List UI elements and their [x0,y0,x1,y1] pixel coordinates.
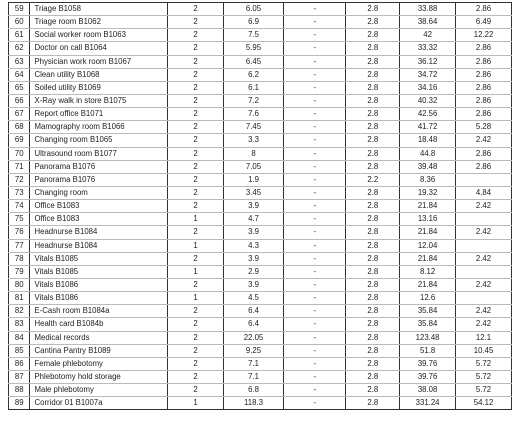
count-cell: 1 [168,213,224,226]
table-row [9,226,512,239]
extra-cell [456,213,512,226]
extra-cell: 2.86 [456,42,512,55]
room-name-cell: Vitals B1086 [30,292,168,305]
table-row [9,239,512,252]
dash-cell: - [284,16,346,29]
room-name-cell: Vitals B1085 [30,265,168,278]
extra-cell: 2.42 [456,278,512,291]
area-cell: 4.5 [223,292,283,305]
row-number-cell: 75 [9,213,30,226]
count-cell: 2 [168,134,224,147]
extra-cell: 12.22 [456,29,512,42]
height-cell: 2.8 [346,305,400,318]
room-name-cell: Male phlebotomy [30,384,168,397]
row-number-cell: 76 [9,226,30,239]
row-number-cell: 70 [9,147,30,160]
row-number-cell: 65 [9,81,30,94]
extra-cell: 2.42 [456,134,512,147]
dash-cell: - [284,305,346,318]
volume-cell: 13.16 [400,213,456,226]
volume-cell: 38.64 [400,16,456,29]
table-row [9,305,512,318]
count-cell: 2 [168,29,224,42]
row-number-cell: 88 [9,384,30,397]
dash-cell: - [284,186,346,199]
room-name-cell: Doctor on call B1064 [30,42,168,55]
area-cell: 7.1 [223,370,283,383]
height-cell: 2.8 [346,160,400,173]
room-name-cell: X-Ray walk in store B1075 [30,94,168,107]
row-number-cell: 66 [9,94,30,107]
volume-cell: 123.48 [400,331,456,344]
room-name-cell: Changing room [30,186,168,199]
room-name-cell: Corridor 01 B1007a [30,397,168,410]
row-number-cell: 71 [9,160,30,173]
dash-cell: - [284,344,346,357]
row-number-cell: 64 [9,68,30,81]
dash-cell: - [284,134,346,147]
volume-cell: 36.12 [400,55,456,68]
count-cell: 2 [168,147,224,160]
count-cell: 2 [168,331,224,344]
height-cell: 2.8 [346,94,400,107]
room-schedule-sheet [8,2,512,410]
dash-cell: - [284,384,346,397]
count-cell: 1 [168,292,224,305]
extra-cell: 2.42 [456,200,512,213]
table-row [9,147,512,160]
height-cell: 2.8 [346,265,400,278]
height-cell: 2.8 [346,397,400,410]
volume-cell: 12.6 [400,292,456,305]
area-cell: 6.4 [223,305,283,318]
extra-cell: 5.72 [456,357,512,370]
row-number-cell: 68 [9,121,30,134]
volume-cell: 33.32 [400,42,456,55]
count-cell: 2 [168,384,224,397]
volume-cell: 35.84 [400,318,456,331]
dash-cell: - [284,55,346,68]
count-cell: 2 [168,186,224,199]
extra-cell: 2.86 [456,147,512,160]
area-cell: 6.8 [223,384,283,397]
height-cell: 2.8 [346,331,400,344]
table-row [9,370,512,383]
room-name-cell: Headnurse B1084 [30,226,168,239]
table-row [9,292,512,305]
extra-cell: 2.86 [456,3,512,16]
extra-cell [456,239,512,252]
dash-cell: - [284,3,346,16]
height-cell: 2.8 [346,278,400,291]
row-number-cell: 77 [9,239,30,252]
area-cell: 4.3 [223,239,283,252]
dash-cell: - [284,121,346,134]
row-number-cell: 86 [9,357,30,370]
room-name-cell: Clean utility B1068 [30,68,168,81]
extra-cell: 2.86 [456,160,512,173]
table-row [9,81,512,94]
dash-cell: - [284,173,346,186]
count-cell: 2 [168,3,224,16]
table-row [9,121,512,134]
dash-cell: - [284,147,346,160]
room-name-cell: Office B1083 [30,213,168,226]
dash-cell: - [284,265,346,278]
extra-cell: 5.28 [456,121,512,134]
dash-cell: - [284,397,346,410]
height-cell: 2.8 [346,318,400,331]
height-cell: 2.8 [346,134,400,147]
room-name-cell: Health card B1084b [30,318,168,331]
row-number-cell: 82 [9,305,30,318]
count-cell: 1 [168,239,224,252]
height-cell: 2.8 [346,292,400,305]
dash-cell: - [284,29,346,42]
table-row [9,68,512,81]
room-name-cell: Headnurse B1084 [30,239,168,252]
room-name-cell: Medical records [30,331,168,344]
volume-cell: 34.16 [400,81,456,94]
count-cell: 2 [168,108,224,121]
dash-cell: - [284,42,346,55]
area-cell: 8 [223,147,283,160]
height-cell: 2.8 [346,239,400,252]
area-cell: 6.05 [223,3,283,16]
table-row [9,108,512,121]
volume-cell: 39.76 [400,357,456,370]
volume-cell: 331.24 [400,397,456,410]
dash-cell: - [284,278,346,291]
row-number-cell: 85 [9,344,30,357]
room-name-cell: Report office B1071 [30,108,168,121]
volume-cell: 8.12 [400,265,456,278]
row-number-cell: 72 [9,173,30,186]
extra-cell: 2.42 [456,226,512,239]
row-number-cell: 84 [9,331,30,344]
area-cell: 6.1 [223,81,283,94]
height-cell: 2.8 [346,370,400,383]
volume-cell: 44.8 [400,147,456,160]
volume-cell: 18.48 [400,134,456,147]
dash-cell: - [284,370,346,383]
room-name-cell: Changing room B1065 [30,134,168,147]
count-cell: 2 [168,200,224,213]
table-row [9,397,512,410]
table-row [9,252,512,265]
table-row [9,94,512,107]
area-cell: 7.6 [223,108,283,121]
row-number-cell: 89 [9,397,30,410]
height-cell: 2.8 [346,42,400,55]
table-row [9,42,512,55]
row-number-cell: 87 [9,370,30,383]
area-cell: 3.9 [223,252,283,265]
area-cell: 6.9 [223,16,283,29]
volume-cell: 40.32 [400,94,456,107]
extra-cell: 2.86 [456,81,512,94]
count-cell: 2 [168,305,224,318]
room-name-cell: Phlebotomy hold storage [30,370,168,383]
volume-cell: 21.84 [400,252,456,265]
volume-cell: 51.8 [400,344,456,357]
extra-cell: 2.42 [456,305,512,318]
volume-cell: 21.84 [400,226,456,239]
area-cell: 118.3 [223,397,283,410]
room-name-cell: Ultrasound room B1077 [30,147,168,160]
extra-cell: 12.1 [456,331,512,344]
table-row [9,344,512,357]
table-row [9,213,512,226]
table-row [9,200,512,213]
room-name-cell: Social worker room B1063 [30,29,168,42]
row-number-cell: 80 [9,278,30,291]
height-cell: 2.8 [346,186,400,199]
extra-cell: 2.86 [456,108,512,121]
volume-cell: 21.84 [400,200,456,213]
row-number-cell: 78 [9,252,30,265]
count-cell: 2 [168,357,224,370]
area-cell: 4.7 [223,213,283,226]
row-number-cell: 60 [9,16,30,29]
height-cell: 2.8 [346,121,400,134]
height-cell: 2.8 [346,3,400,16]
room-name-cell: Soiled utility B1069 [30,81,168,94]
dash-cell: - [284,226,346,239]
height-cell: 2.8 [346,384,400,397]
volume-cell: 12.04 [400,239,456,252]
table-row [9,134,512,147]
area-cell: 3.9 [223,200,283,213]
dash-cell: - [284,252,346,265]
count-cell: 1 [168,397,224,410]
room-name-cell: Physician work room B1067 [30,55,168,68]
volume-cell: 34.72 [400,68,456,81]
row-number-cell: 79 [9,265,30,278]
height-cell: 2.8 [346,226,400,239]
area-cell: 5.95 [223,42,283,55]
height-cell: 2.8 [346,213,400,226]
height-cell: 2.8 [346,81,400,94]
count-cell: 2 [168,278,224,291]
room-name-cell: Cantina Pantry B1089 [30,344,168,357]
row-number-cell: 62 [9,42,30,55]
area-cell: 22.05 [223,331,283,344]
row-number-cell: 73 [9,186,30,199]
area-cell: 7.1 [223,357,283,370]
dash-cell: - [284,200,346,213]
table-row [9,3,512,16]
height-cell: 2.8 [346,55,400,68]
extra-cell: 4.84 [456,186,512,199]
row-number-cell: 81 [9,292,30,305]
count-cell: 2 [168,226,224,239]
table-row [9,331,512,344]
room-name-cell: Mamography room B1066 [30,121,168,134]
count-cell: 2 [168,42,224,55]
table-row [9,318,512,331]
extra-cell: 2.42 [456,252,512,265]
area-cell: 7.5 [223,29,283,42]
room-name-cell: Female phlebotomy [30,357,168,370]
extra-cell: 54.12 [456,397,512,410]
volume-cell: 19.32 [400,186,456,199]
height-cell: 2.8 [346,108,400,121]
row-number-cell: 69 [9,134,30,147]
room-name-cell: E-Cash room B1084a [30,305,168,318]
height-cell: 2.8 [346,344,400,357]
area-cell: 7.2 [223,94,283,107]
count-cell: 2 [168,121,224,134]
dash-cell: - [284,357,346,370]
table-row [9,16,512,29]
extra-cell: 2.86 [456,68,512,81]
height-cell: 2.8 [346,16,400,29]
volume-cell: 8.36 [400,173,456,186]
area-cell: 6.2 [223,68,283,81]
row-number-cell: 63 [9,55,30,68]
table-row [9,384,512,397]
room-name-cell: Panorama B1076 [30,160,168,173]
extra-cell: 2.86 [456,94,512,107]
room-name-cell: Triage B1058 [30,3,168,16]
height-cell: 2.8 [346,29,400,42]
volume-cell: 41.72 [400,121,456,134]
volume-cell: 39.48 [400,160,456,173]
volume-cell: 42 [400,29,456,42]
height-cell: 2.8 [346,200,400,213]
count-cell: 2 [168,16,224,29]
area-cell: 9.25 [223,344,283,357]
count-cell: 2 [168,318,224,331]
table-row [9,357,512,370]
height-cell: 2.8 [346,68,400,81]
extra-cell: 10.45 [456,344,512,357]
dash-cell: - [284,239,346,252]
row-number-cell: 61 [9,29,30,42]
volume-cell: 21.84 [400,278,456,291]
area-cell: 7.05 [223,160,283,173]
height-cell: 2.8 [346,357,400,370]
area-cell: 7.45 [223,121,283,134]
table-row [9,278,512,291]
volume-cell: 42.56 [400,108,456,121]
count-cell: 2 [168,370,224,383]
table-row [9,160,512,173]
table-row [9,186,512,199]
room-schedule-table [8,2,512,410]
room-name-cell: Vitals B1086 [30,278,168,291]
area-cell: 1.9 [223,173,283,186]
row-number-cell: 74 [9,200,30,213]
dash-cell: - [284,81,346,94]
table-body [9,3,512,410]
volume-cell: 39.76 [400,370,456,383]
extra-cell: 2.42 [456,318,512,331]
room-name-cell: Office B1083 [30,200,168,213]
dash-cell: - [284,331,346,344]
room-name-cell: Vitals B1085 [30,252,168,265]
dash-cell: - [284,213,346,226]
count-cell: 2 [168,68,224,81]
count-cell: 2 [168,55,224,68]
dash-cell: - [284,108,346,121]
height-cell: 2.8 [346,252,400,265]
extra-cell [456,265,512,278]
room-name-cell: Panorama B1076 [30,173,168,186]
height-cell: 2.8 [346,147,400,160]
table-row [9,265,512,278]
dash-cell: - [284,68,346,81]
extra-cell [456,292,512,305]
count-cell: 2 [168,81,224,94]
table-row [9,55,512,68]
table-row [9,29,512,42]
dash-cell: - [284,94,346,107]
count-cell: 2 [168,94,224,107]
volume-cell: 38.08 [400,384,456,397]
extra-cell: 6.49 [456,16,512,29]
extra-cell: 5.72 [456,370,512,383]
volume-cell: 33.88 [400,3,456,16]
count-cell: 2 [168,252,224,265]
dash-cell: - [284,318,346,331]
area-cell: 6.45 [223,55,283,68]
row-number-cell: 67 [9,108,30,121]
area-cell: 6.4 [223,318,283,331]
row-number-cell: 83 [9,318,30,331]
dash-cell: - [284,160,346,173]
area-cell: 2.9 [223,265,283,278]
height-cell: 2.2 [346,173,400,186]
count-cell: 1 [168,265,224,278]
room-name-cell: Triage room B1062 [30,16,168,29]
table-row [9,173,512,186]
volume-cell: 35.84 [400,305,456,318]
area-cell: 3.9 [223,226,283,239]
area-cell: 3.45 [223,186,283,199]
extra-cell: 5.72 [456,384,512,397]
area-cell: 3.3 [223,134,283,147]
count-cell: 2 [168,160,224,173]
row-number-cell: 59 [9,3,30,16]
extra-cell: 2.86 [456,55,512,68]
dash-cell: - [284,292,346,305]
extra-cell [456,173,512,186]
count-cell: 2 [168,344,224,357]
count-cell: 2 [168,173,224,186]
area-cell: 3.9 [223,278,283,291]
